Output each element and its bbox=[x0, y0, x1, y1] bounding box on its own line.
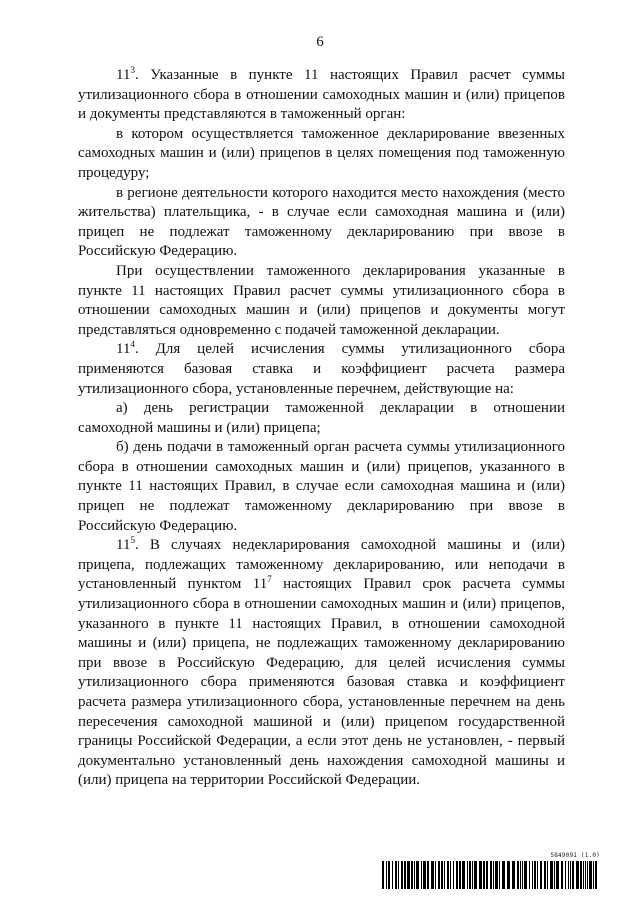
document-body bbox=[78, 66, 565, 791]
paragraph-item-a: а) день регистрации таможенной декларации в отношении самоходной машины и (или) прицепа; bbox=[78, 400, 565, 436]
barcode-id: 5849091 (1.0) bbox=[550, 852, 600, 859]
paragraph-item-b: б) день подачи в таможенный орган расчета суммы утилизационного сбора в отношении самоходных машин и (или) прицепов, указанного в пункте 11 настоящих Правил, в случае если самоходная машина и (или) прицеп не подлежат таможенному декларированию при ввозе в Российскую Федерацию. bbox=[78, 439, 565, 534]
paragraph-11-5: $11^5$. В случаях недекларирования самоходной машины и (или) прицепа, подлежащих таможенному декларированию, или неподачи в установленный пунктом $11^7$ настоящих Правил срок расчета суммы утилизационного сбора в отношении самоходных машин и (или) прицепов, указанного в пункте 11 настоящих Правил, в отношении самоходной машины и (или) прицепа, не подлежащих таможенному декларированию при ввозе в Российскую Федерацию, для целей исчисления суммы утилизационного сбора применяются базовая ставка и коэффициент расчета размера утилизационного сбора, установленные перечнем на день пересечения самоходной машиной и (или) прицепом государственной границы Российской Федерации, а если этот день не установлен, - первый документально установленный день нахождения самоходной машины и (или) прицепа на территории Российской Федерации. bbox=[78, 535, 565, 789]
barcode-icon bbox=[382, 861, 600, 889]
paragraph: При осуществлении таможенного декларирования указанные в пункте 11 настоящих Правил расчет суммы утилизационного сбора в отношении самоходных машин и (или) прицепов и документы могут представляться одновременно с подачей таможенной декларации. bbox=[78, 262, 565, 338]
paragraph: в котором осуществляется таможенное декларирование ввезенных самоходных машин и (или) прицепов в целях помещения под таможенную процедуру; bbox=[78, 125, 565, 181]
page-number: 6 bbox=[316, 34, 324, 50]
barcode bbox=[382, 852, 600, 892]
paragraph-11-4: $11^4$. Для целей исчисления суммы утилизационного сбора применяются базовая ставка и коэффициент расчета размера утилизационного сбора, установленные перечнем, действующие на: bbox=[78, 339, 565, 397]
paragraph: в регионе деятельности которого находится место нахождения (место жительства) плательщика, - в случае если самоходная машина и (или) прицеп не подлежат таможенному декларированию при ввозе в Российскую Федерацию. bbox=[78, 184, 565, 260]
paragraph-11-3: $11^3$. Указанные в пункте 11 настоящих Правил расчет суммы утилизационного сбора в отношении самоходных машин и (или) прицепов и документы представляются в таможенный орган: bbox=[78, 65, 565, 123]
